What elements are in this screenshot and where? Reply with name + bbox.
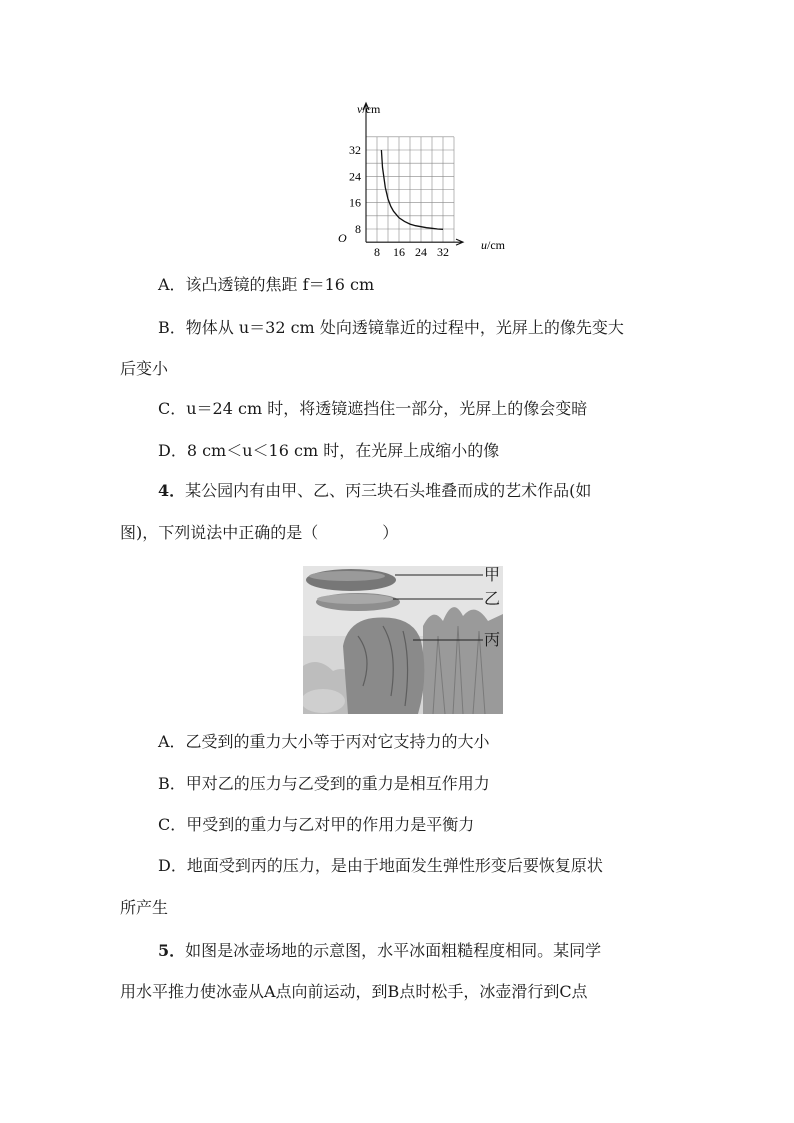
q4-option-b: B．甲对乙的压力与乙受到的重力是相互作用力 xyxy=(158,774,490,793)
q5-stem-line1: 5．如图是冰壶场地的示意图，水平冰面粗糙程度相同。某同学 xyxy=(158,941,602,960)
q4-stem-line2: 图)，下列说法中正确的是（ ） xyxy=(120,523,399,542)
q4-option-d: D．地面受到丙的压力，是由于地面发生弹性形变后要恢复原状 xyxy=(158,856,603,875)
x-tick-label: 16 xyxy=(393,245,405,258)
label-jia: 甲 xyxy=(484,565,501,584)
origin-label: O xyxy=(338,231,347,245)
q3-option-c: C．u＝24 cm 时，将透镜遮挡住一部分，光屏上的像会变暗 xyxy=(158,399,588,418)
graph-grid xyxy=(366,137,454,242)
label-yi: 乙 xyxy=(484,589,501,608)
y-tick-label: 8 xyxy=(355,222,361,236)
x-tick-label: 32 xyxy=(437,245,449,258)
y-axis xyxy=(363,103,369,242)
x-tick-label: 8 xyxy=(374,245,380,258)
y-tick-label: 24 xyxy=(349,169,361,184)
q5-stem-line2: 用水平推力使冰壶从A点向前运动，到B点时松手，冰壶滑行到C点 xyxy=(120,982,588,1001)
q4-option-c: C．甲受到的重力与乙对甲的作用力是平衡力 xyxy=(158,815,475,834)
q4-number: 4． xyxy=(158,481,186,500)
y-axis-label: v/cm xyxy=(357,102,381,116)
q5-number: 5． xyxy=(158,941,186,960)
stacked-stones-photo xyxy=(303,566,503,714)
x-axis-label: u/cm xyxy=(481,238,505,252)
graph-axes xyxy=(363,103,463,245)
x-tick-label: 24 xyxy=(415,245,427,258)
q4-option-d-cont: 所产生 xyxy=(120,898,169,917)
q3-option-b: B．物体从 u＝32 cm 处向透镜靠近的过程中，光屏上的像先变大 xyxy=(158,318,624,337)
q3-option-a: A．该凸透镜的焦距 f＝16 cm xyxy=(158,275,375,294)
q3-option-d: D．8 cm＜u＜16 cm 时，在光屏上成缩小的像 xyxy=(158,441,500,460)
y-tick-label: 16 xyxy=(349,195,361,210)
q4-stem-line1: 4．某公园内有由甲、乙、丙三块石头堆叠而成的艺术作品(如 xyxy=(158,481,592,500)
label-bing: 丙 xyxy=(484,630,501,649)
q3-option-b-cont: 后变小 xyxy=(120,359,169,378)
lens-image-distance-graph xyxy=(328,98,508,258)
q4-option-a: A．乙受到的重力大小等于丙对它支持力的大小 xyxy=(158,732,490,751)
y-tick-label: 32 xyxy=(349,143,361,157)
